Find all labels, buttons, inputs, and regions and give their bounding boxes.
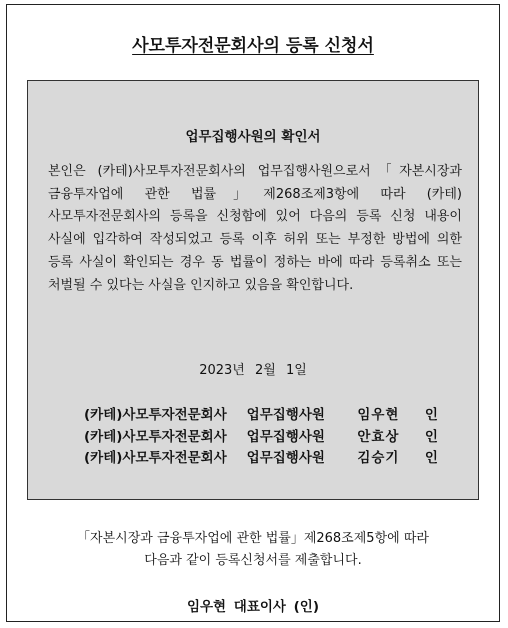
- confirmation-body: 본인은 (카테)사모투자전문회사의 업무집행사원으로서「자본시장과 금융투자업에 관한 법률」제268조제3항에 따라 (카테)사모투자전문회사의 등록을 신청함에 있어 다음의 등록 신청 내용이 사실에 입각하여 작성되었고 등록 이후 허위 또는 부정한 방법에 의한 등록 사실이 확인되는 경우 동 법률이 정하는 바에 따라 등록취소 또는 처벌될 수 있다는 사실을 인지하고 있음을 확인합니다.: [48, 164, 462, 293]
- signer-row: [84, 403, 438, 425]
- representative-signature: 임우현 대표이사 (인): [186, 599, 320, 615]
- signer-seal: 인: [424, 407, 438, 423]
- confirmation-box: [27, 80, 479, 500]
- submission-statement: [7, 528, 499, 572]
- document-frame: [6, 4, 500, 622]
- signer-firm: (카테)사모투자전문회사: [84, 428, 227, 445]
- signer-role: 업무집행사원: [246, 407, 325, 423]
- document-title: [7, 31, 499, 56]
- signer-list: [84, 403, 438, 468]
- signer-seal: 인: [424, 428, 438, 445]
- signer-seal: 인: [424, 450, 438, 466]
- signer-role: 업무집행사원: [246, 428, 325, 445]
- signer-firm: (카테)사모투자전문회사: [84, 450, 227, 466]
- signer-role: 업무집행사원: [246, 450, 325, 466]
- document-title-text: 사모투자전문회사의 등록 신청서: [132, 36, 374, 56]
- signer-firm: (카테)사모투자전문회사: [84, 407, 227, 423]
- signer-name: 김승기: [357, 450, 400, 466]
- confirmation-heading: 업무집행사원의 확인서: [185, 129, 321, 145]
- signer-row: [84, 446, 438, 468]
- confirmation-date: 2023년 2월 1일: [199, 363, 307, 378]
- signer-row: [84, 425, 438, 447]
- signer-name: 안효상: [357, 428, 400, 445]
- submission-line: 「자본시장과 금융투자업에 관한 법률」제268조제5항에 따라: [77, 531, 429, 546]
- signer-name: 임우현: [357, 407, 400, 423]
- submission-line: 다음과 같이 등록신청서를 제출합니다.: [144, 553, 362, 568]
